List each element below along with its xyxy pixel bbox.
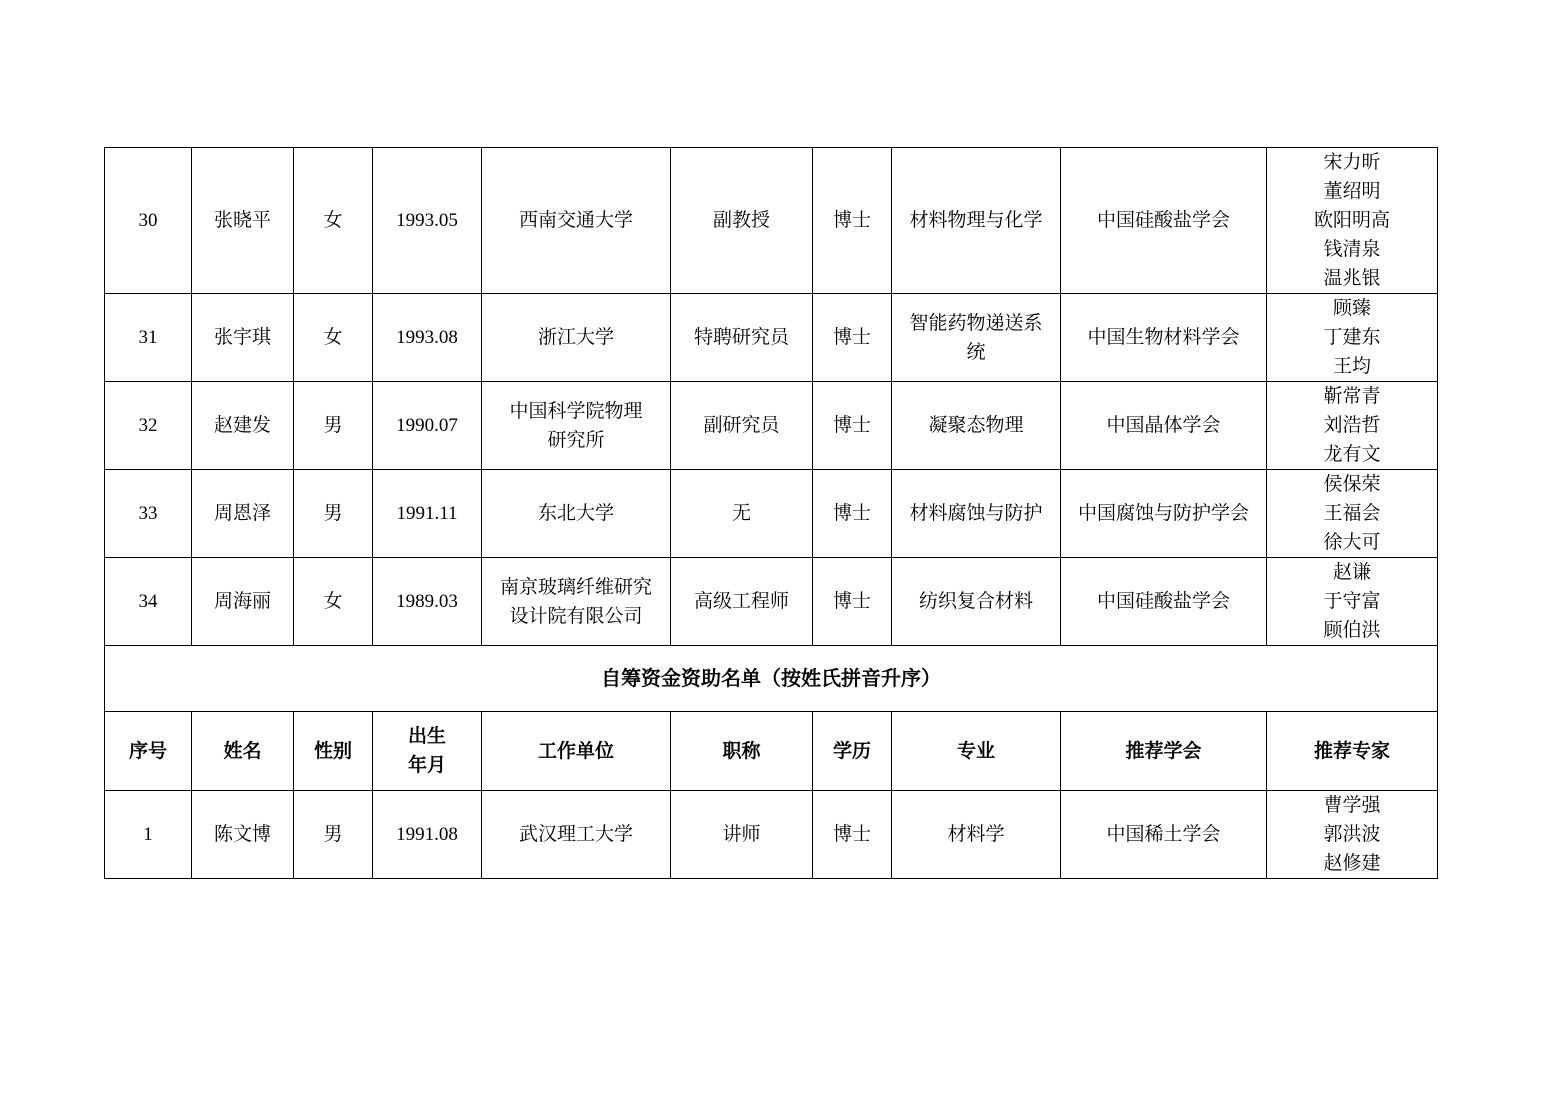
cell-major-line: 材料学 bbox=[947, 823, 1005, 845]
cell-unit bbox=[482, 148, 671, 294]
cell-unit-line: 南京玻璃纤维研究 bbox=[499, 575, 652, 598]
cell-experts-line: 丁建东 bbox=[1323, 326, 1381, 348]
cell-experts-line: 龙有文 bbox=[1323, 443, 1381, 465]
cell-major bbox=[892, 791, 1061, 879]
table-row bbox=[105, 382, 1438, 470]
table-row bbox=[105, 148, 1438, 294]
cell-experts-line: 顾伯洪 bbox=[1323, 619, 1381, 641]
header-no: 序号 bbox=[105, 712, 192, 791]
cell-experts-line: 徐大可 bbox=[1323, 531, 1381, 553]
cell-title: 讲师 bbox=[671, 791, 813, 879]
cell-no: 31 bbox=[105, 294, 192, 382]
section-title-row bbox=[105, 646, 1438, 712]
cell-unit-line: 武汉理工大学 bbox=[518, 823, 633, 845]
cell-name: 赵建发 bbox=[192, 382, 294, 470]
cell-name: 周海丽 bbox=[192, 558, 294, 646]
cell-major bbox=[892, 558, 1061, 646]
cell-major bbox=[892, 148, 1061, 294]
cell-major-line: 材料物理与化学 bbox=[909, 209, 1043, 231]
cell-unit bbox=[482, 382, 671, 470]
header-unit: 工作单位 bbox=[482, 712, 671, 791]
cell-gender: 男 bbox=[294, 470, 373, 558]
cell-major bbox=[892, 382, 1061, 470]
cell-experts-line: 顾臻 bbox=[1332, 297, 1371, 319]
cell-degree: 博士 bbox=[813, 382, 892, 470]
funded-rows bbox=[105, 148, 1438, 646]
cell-society: 中国生物材料学会 bbox=[1061, 294, 1267, 382]
cell-degree: 博士 bbox=[813, 294, 892, 382]
cell-born: 1990.07 bbox=[373, 382, 482, 470]
cell-experts-line: 王均 bbox=[1332, 355, 1371, 377]
cell-experts bbox=[1267, 148, 1438, 294]
column-header-row bbox=[105, 712, 1438, 791]
cell-unit bbox=[482, 558, 671, 646]
cell-gender: 女 bbox=[294, 558, 373, 646]
cell-gender: 女 bbox=[294, 148, 373, 294]
header-name: 姓名 bbox=[192, 712, 294, 791]
cell-no: 32 bbox=[105, 382, 192, 470]
cell-experts-line: 曹学强 bbox=[1323, 794, 1381, 816]
cell-unit-line: 研究所 bbox=[547, 428, 605, 451]
cell-unit bbox=[482, 294, 671, 382]
header-major: 专业 bbox=[892, 712, 1061, 791]
cell-major bbox=[892, 470, 1061, 558]
cell-name: 陈文博 bbox=[192, 791, 294, 879]
cell-degree: 博士 bbox=[813, 470, 892, 558]
cell-experts-line: 欧阳明高 bbox=[1313, 209, 1390, 231]
cell-name: 张宇琪 bbox=[192, 294, 294, 382]
cell-degree: 博士 bbox=[813, 558, 892, 646]
cell-society: 中国腐蚀与防护学会 bbox=[1061, 470, 1267, 558]
cell-society: 中国稀土学会 bbox=[1061, 791, 1267, 879]
section-title: 自筹资金资助名单（按姓氏拼音升序） bbox=[105, 646, 1438, 712]
cell-no: 33 bbox=[105, 470, 192, 558]
cell-title: 副研究员 bbox=[671, 382, 813, 470]
cell-major bbox=[892, 294, 1061, 382]
header-degree: 学历 bbox=[813, 712, 892, 791]
cell-born: 1991.11 bbox=[373, 470, 482, 558]
header-society: 推荐学会 bbox=[1061, 712, 1267, 791]
cell-unit-line: 西南交通大学 bbox=[518, 209, 633, 231]
cell-experts-line: 侯保荣 bbox=[1323, 473, 1381, 495]
cell-no: 1 bbox=[105, 791, 192, 879]
table-row bbox=[105, 470, 1438, 558]
cell-experts-line: 赵谦 bbox=[1332, 561, 1371, 583]
header-born bbox=[373, 712, 482, 791]
cell-major-line: 统 bbox=[966, 340, 986, 363]
cell-unit-line: 浙江大学 bbox=[537, 326, 614, 348]
cell-title: 副教授 bbox=[671, 148, 813, 294]
cell-born: 1989.03 bbox=[373, 558, 482, 646]
cell-experts bbox=[1267, 382, 1438, 470]
cell-experts bbox=[1267, 294, 1438, 382]
cell-unit bbox=[482, 791, 671, 879]
table-row bbox=[105, 791, 1438, 879]
cell-experts-line: 温兆银 bbox=[1323, 267, 1381, 289]
cell-gender: 男 bbox=[294, 791, 373, 879]
cell-major-line: 智能药物递送系 bbox=[909, 311, 1043, 334]
cell-name: 张晓平 bbox=[192, 148, 294, 294]
header-title: 职称 bbox=[671, 712, 813, 791]
header-born-line: 出生 bbox=[407, 725, 446, 747]
cell-experts-line: 刘浩哲 bbox=[1323, 414, 1381, 436]
header-born-line: 年月 bbox=[407, 754, 446, 776]
cell-experts-line: 靳常青 bbox=[1323, 385, 1381, 407]
cell-experts bbox=[1267, 791, 1438, 879]
cell-experts-line: 宋力昕 bbox=[1323, 151, 1381, 173]
cell-experts-line: 王福会 bbox=[1323, 502, 1381, 524]
cell-unit-line: 设计院有限公司 bbox=[509, 604, 643, 627]
cell-experts-line: 郭洪波 bbox=[1323, 823, 1381, 845]
cell-name: 周恩泽 bbox=[192, 470, 294, 558]
cell-born: 1993.08 bbox=[373, 294, 482, 382]
cell-society: 中国晶体学会 bbox=[1061, 382, 1267, 470]
cell-degree: 博士 bbox=[813, 148, 892, 294]
cell-born: 1993.05 bbox=[373, 148, 482, 294]
cell-no: 34 bbox=[105, 558, 192, 646]
cell-title: 无 bbox=[671, 470, 813, 558]
cell-major-line: 凝聚态物理 bbox=[928, 414, 1024, 436]
cell-title: 特聘研究员 bbox=[671, 294, 813, 382]
cell-unit-line: 东北大学 bbox=[537, 502, 614, 524]
cell-experts-line: 赵修建 bbox=[1323, 852, 1381, 874]
self-funded-rows bbox=[105, 791, 1438, 879]
cell-society: 中国硅酸盐学会 bbox=[1061, 558, 1267, 646]
cell-degree: 博士 bbox=[813, 791, 892, 879]
cell-experts bbox=[1267, 558, 1438, 646]
applicant-table bbox=[104, 147, 1438, 879]
cell-unit bbox=[482, 470, 671, 558]
cell-experts-line: 董绍明 bbox=[1323, 180, 1381, 202]
cell-experts-line: 钱清泉 bbox=[1323, 238, 1381, 260]
table-row bbox=[105, 294, 1438, 382]
cell-born: 1991.08 bbox=[373, 791, 482, 879]
cell-gender: 女 bbox=[294, 294, 373, 382]
cell-experts bbox=[1267, 470, 1438, 558]
cell-gender: 男 bbox=[294, 382, 373, 470]
cell-major-line: 纺织复合材料 bbox=[918, 590, 1033, 612]
cell-no: 30 bbox=[105, 148, 192, 294]
cell-title: 高级工程师 bbox=[671, 558, 813, 646]
cell-experts-line: 于守富 bbox=[1323, 590, 1381, 612]
cell-unit-line: 中国科学院物理 bbox=[509, 399, 643, 422]
header-experts: 推荐专家 bbox=[1267, 712, 1438, 791]
cell-society: 中国硅酸盐学会 bbox=[1061, 148, 1267, 294]
header-gender: 性别 bbox=[294, 712, 373, 791]
table-row bbox=[105, 558, 1438, 646]
cell-major-line: 材料腐蚀与防护 bbox=[909, 502, 1043, 524]
